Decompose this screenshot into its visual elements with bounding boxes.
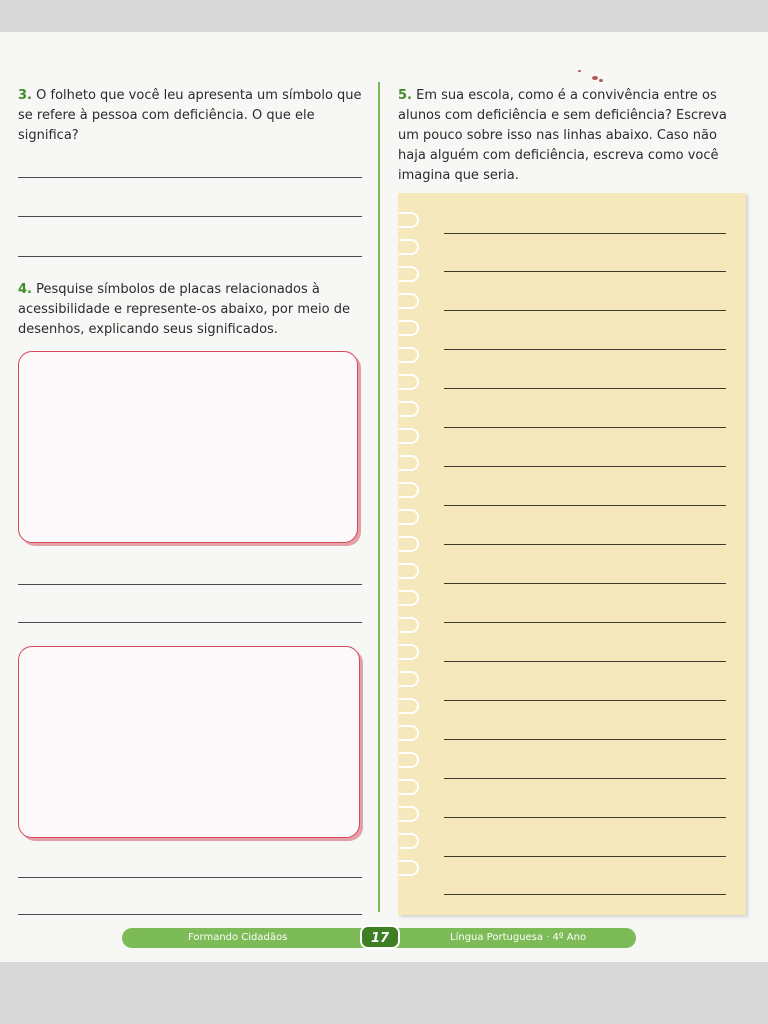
page-number: 17 bbox=[360, 925, 400, 949]
q5-answer-line[interactable] bbox=[444, 856, 726, 857]
question-5 bbox=[398, 86, 743, 186]
ink-stain bbox=[599, 79, 603, 82]
question-3 bbox=[18, 86, 363, 146]
spiral-ring-icon bbox=[399, 509, 419, 525]
spiral-ring-icon bbox=[399, 428, 419, 444]
spiral-ring-icon bbox=[399, 779, 419, 795]
q5-answer-line[interactable] bbox=[444, 700, 726, 701]
spiral-ring-icon bbox=[399, 671, 419, 687]
spiral-ring-icon bbox=[399, 590, 419, 606]
question-4-number: 4. bbox=[18, 282, 32, 297]
q5-answer-line[interactable] bbox=[444, 739, 726, 740]
q5-answer-line[interactable] bbox=[444, 388, 726, 389]
notebook-paper bbox=[398, 193, 746, 915]
q5-answer-line[interactable] bbox=[444, 349, 726, 350]
spiral-ring-icon bbox=[399, 347, 419, 363]
question-4 bbox=[18, 280, 363, 340]
q4-answer-line[interactable] bbox=[18, 622, 362, 623]
q4-answer-line[interactable] bbox=[18, 914, 362, 915]
spiral-ring-icon bbox=[399, 752, 419, 768]
q3-answer-line[interactable] bbox=[18, 256, 362, 257]
q5-answer-line[interactable] bbox=[444, 544, 726, 545]
q5-answer-line[interactable] bbox=[444, 505, 726, 506]
ink-stain bbox=[578, 70, 581, 72]
spiral-ring-icon bbox=[399, 212, 419, 228]
spiral-ring-icon bbox=[399, 455, 419, 471]
footer-collection-title: Formando Cidadãos bbox=[188, 932, 288, 943]
question-5-number: 5. bbox=[398, 88, 412, 103]
spiral-ring-icon bbox=[399, 725, 419, 741]
q3-answer-line[interactable] bbox=[18, 177, 362, 178]
spiral-ring-icon bbox=[399, 482, 419, 498]
drawing-box-1[interactable] bbox=[18, 351, 358, 543]
spiral-ring-icon bbox=[399, 266, 419, 282]
q5-answer-line[interactable] bbox=[444, 817, 726, 818]
question-5-text: Em sua escola, como é a convivência entre os alunos com deficiência e sem deficiência? Escreva um pouco sobre isso nas linhas abaixo. Caso não haja alguém com deficiência, escreva como você imagina que seria. bbox=[398, 88, 727, 183]
spiral-ring-icon bbox=[399, 698, 419, 714]
spiral-ring-icon bbox=[399, 536, 419, 552]
ink-stain bbox=[592, 76, 598, 80]
column-divider bbox=[378, 82, 380, 912]
spiral-ring-icon bbox=[399, 860, 419, 876]
footer-subject: Língua Portuguesa · 4º Ano bbox=[450, 932, 587, 943]
question-4-text: Pesquise símbolos de placas relacionados à acessibilidade e represente-os abaixo, por meio de desenhos, explicando seus significados. bbox=[18, 282, 350, 337]
q5-answer-line[interactable] bbox=[444, 583, 726, 584]
spiral-ring-icon bbox=[399, 617, 419, 633]
spiral-ring-icon bbox=[399, 401, 419, 417]
question-3-text: O folheto que você leu apresenta um símbolo que se refere à pessoa com deficiência. O que ele significa? bbox=[18, 88, 362, 143]
q5-answer-line[interactable] bbox=[444, 661, 726, 662]
spiral-ring-icon bbox=[399, 374, 419, 390]
q3-answer-line[interactable] bbox=[18, 216, 362, 217]
spiral-ring-icon bbox=[399, 833, 419, 849]
q4-answer-line[interactable] bbox=[18, 584, 362, 585]
spiral-ring-icon bbox=[399, 806, 419, 822]
spiral-ring-icon bbox=[399, 320, 419, 336]
q5-answer-line[interactable] bbox=[444, 310, 726, 311]
q5-answer-line[interactable] bbox=[444, 271, 726, 272]
q5-answer-line[interactable] bbox=[444, 233, 726, 234]
drawing-box-2[interactable] bbox=[18, 646, 360, 838]
q5-answer-line[interactable] bbox=[444, 622, 726, 623]
spiral-ring-icon bbox=[399, 644, 419, 660]
spiral-ring-icon bbox=[399, 293, 419, 309]
spiral-ring-icon bbox=[399, 239, 419, 255]
spiral-ring-icon bbox=[399, 563, 419, 579]
q5-answer-line[interactable] bbox=[444, 427, 726, 428]
question-3-number: 3. bbox=[18, 88, 32, 103]
q4-answer-line[interactable] bbox=[18, 877, 362, 878]
q5-answer-line[interactable] bbox=[444, 894, 726, 895]
q5-answer-line[interactable] bbox=[444, 778, 726, 779]
q5-answer-line[interactable] bbox=[444, 466, 726, 467]
